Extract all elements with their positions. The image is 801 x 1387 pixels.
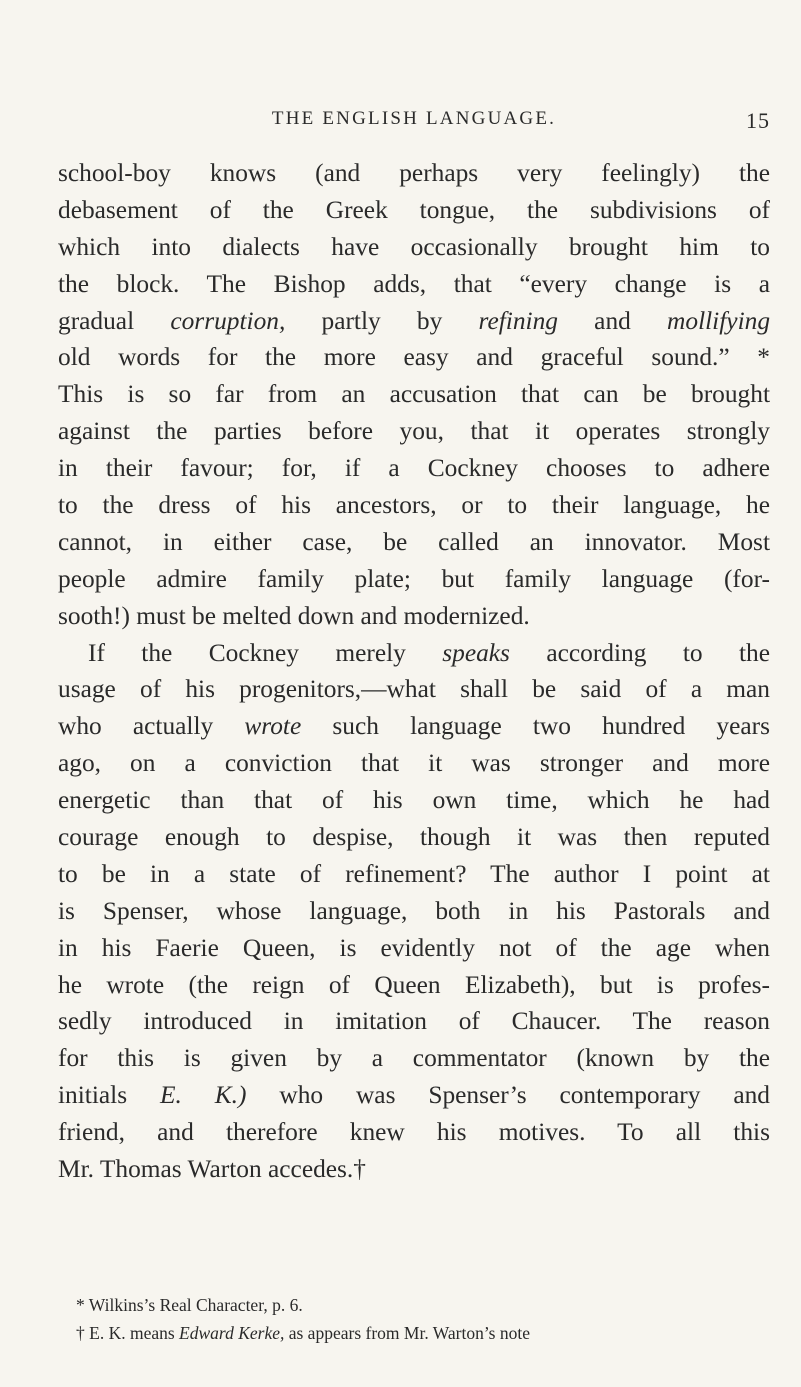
text-line: sooth!) must be melted down and modernized. — [58, 601, 530, 630]
text-line: people admire family plate; but family language (for- — [58, 564, 770, 593]
text-line: courage enough to despise, though it was then reputed — [58, 823, 770, 852]
footnote — [58, 1319, 770, 1347]
text-line: sedly introduced in imitation of Chaucer. The reason — [58, 1007, 770, 1036]
text-line: ago, on a conviction that it was stronger and more — [58, 749, 770, 778]
text-line — [58, 708, 770, 745]
text-run: according to the — [509, 638, 770, 667]
text-line: old words for the more easy and graceful sound.” * — [58, 343, 770, 372]
text-line: which into dialects have occasionally brought him to — [58, 232, 770, 261]
text-line: Mr. Thomas Warton accedes.† — [58, 1155, 366, 1184]
text-line: usage of his progenitors,—what shall be said of a man — [58, 675, 770, 704]
text-line: is Spenser, whose language, both in his Pastorals and — [58, 896, 770, 925]
italic-word: refining — [478, 306, 558, 335]
text-line: to the dress of his ancestors, or to their language, he — [58, 491, 770, 520]
text-line: friend, and therefore knew his motives. To all this — [58, 1118, 770, 1147]
page-number: 15 — [746, 108, 770, 133]
text-line: energetic than that of his own time, which he had — [58, 786, 770, 815]
text-run: partly by — [285, 306, 479, 335]
footnote: * Wilkins’s Real Character, p. 6. — [76, 1295, 303, 1315]
text-run: initials — [58, 1081, 160, 1110]
text-line — [58, 635, 770, 672]
italic-name: Edward Kerke, — [179, 1323, 285, 1343]
text-line: against the parties before you, that it operates strongly — [58, 417, 770, 446]
running-head — [58, 108, 770, 138]
text-line: school-boy knows (and perhaps very feelingly) the — [58, 159, 770, 187]
italic-word: mollifying — [667, 306, 771, 335]
text-line: the block. The Bishop adds, that “every change is a — [58, 269, 770, 298]
body-text — [58, 155, 770, 1188]
text-run: gradual — [58, 306, 171, 335]
text-run: If the Cockney merely — [88, 638, 443, 667]
text-run: such language two hundred years — [301, 712, 770, 741]
text-line: to be in a state of refinement? The author I point at — [58, 859, 770, 888]
text-run: who was Spenser’s contemporary and — [246, 1081, 770, 1110]
text-line: cannot, in either case, be called an innovator. Most — [58, 527, 770, 556]
text-line: in their favour; for, if a Cockney chooses to adhere — [58, 454, 770, 483]
text-line: for this is given by a commentator (known by the — [58, 1044, 770, 1073]
footnotes — [58, 1291, 770, 1347]
italic-word: wrote — [244, 712, 302, 741]
footnote-text: as appears from Mr. Warton’s note — [284, 1323, 531, 1343]
text-line — [58, 1077, 770, 1114]
text-line: This is so far from an accusation that can be brought — [58, 380, 770, 409]
running-title: THE ENGLISH LANGUAGE. — [271, 108, 557, 129]
text-line: in his Faerie Queen, is evidently not of the age when — [58, 933, 770, 962]
italic-word: E. K.) — [160, 1081, 247, 1110]
italic-word: corruption, — [170, 306, 286, 335]
text-run: and — [557, 306, 668, 335]
text-run: who actually — [58, 712, 245, 741]
text-line: debasement of the Greek tongue, the subdivisions of — [58, 195, 770, 224]
footnote-text: † E. K. means — [76, 1323, 180, 1343]
text-line: he wrote (the reign of Queen Elizabeth), but is profes- — [58, 970, 770, 999]
italic-word: speaks — [442, 638, 510, 667]
text-line — [58, 303, 770, 340]
